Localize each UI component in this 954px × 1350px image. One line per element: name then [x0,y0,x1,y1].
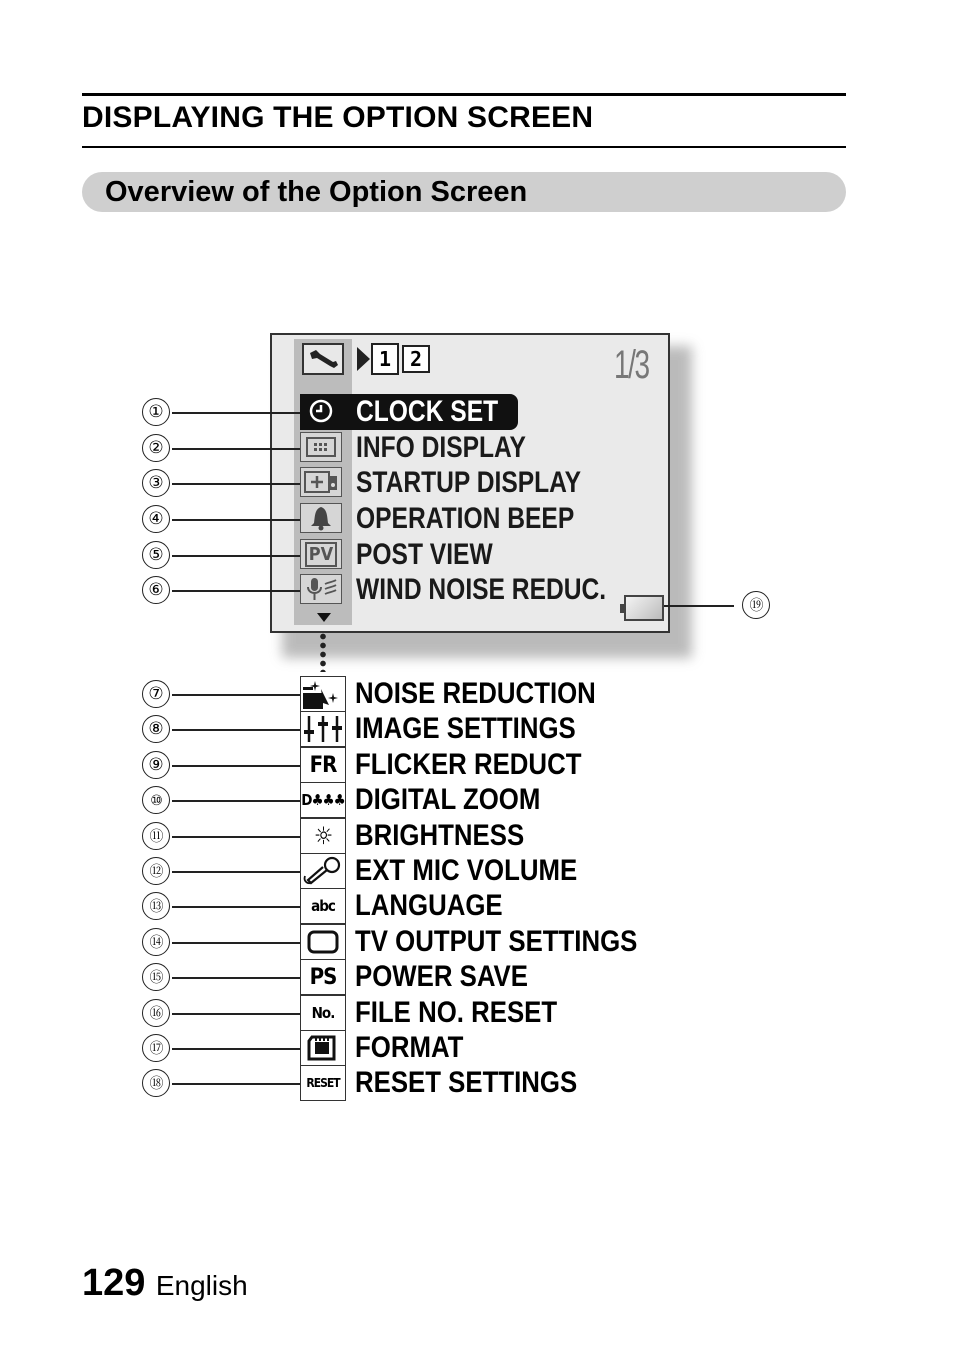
callout-9: ⑨ [142,751,170,779]
subheader-title: Overview of the Option Screen [105,176,528,208]
callout-19: ⑲ [742,591,770,619]
list-item-label: BRIGHTNESS [355,819,525,852]
callout-line [172,906,300,908]
pv-icon [300,539,342,569]
list-item-image-settings[interactable] [300,711,720,747]
callout-line-battery [664,605,734,607]
list-item-label: LANGUAGE [355,889,503,922]
digital-zoom-icon [300,782,346,818]
list-item-file-no-reset[interactable] [300,995,720,1031]
callout-2: ② [142,434,170,462]
list-item-flicker-reduct[interactable] [300,747,720,783]
microphone-icon [300,853,346,889]
menu-item-post-view[interactable] [272,538,672,572]
ps-icon-text: PS [309,964,337,990]
list-item-power-save[interactable] [300,959,720,995]
card-format-icon [300,1030,346,1066]
callout-10: ⑩ [142,786,170,814]
ps-icon [300,959,346,995]
fr-icon [300,747,346,783]
callout-15: ⑮ [142,963,170,991]
info-display-icon [300,432,342,462]
page-indicator: 1/3 [614,343,649,387]
page-footer [82,1262,248,1305]
callout-13: ⑬ [142,892,170,920]
sun-icon [300,818,346,854]
list-item-label: POWER SAVE [355,960,528,993]
list-item-brightness[interactable] [300,818,720,854]
list-item-language[interactable] [300,888,720,924]
tab-2[interactable]: 2 [402,345,430,373]
list-item-tv-output-settings[interactable] [300,924,720,960]
callout-line [172,1013,300,1015]
callout-line [172,1048,300,1050]
list-item-label: FILE NO. RESET [355,996,558,1029]
tv-icon [300,924,346,960]
list-item-label: EXT MIC VOLUME [355,854,578,887]
bottom-rule [82,146,846,148]
mic-wind-icon [300,574,342,604]
callout-line [172,519,300,521]
menu-item-label: OPERATION BEEP [356,502,575,535]
menu-item-label: POST VIEW [356,538,493,571]
menu-item-info-display[interactable] [272,431,672,465]
list-item-ext-mic-volume[interactable] [300,853,720,889]
callout-7: ⑦ [142,680,170,708]
reset-icon-text: RESET [306,1076,340,1090]
callout-6: ⑥ [142,576,170,604]
clock-icon [300,396,342,426]
continuation-dots [320,632,326,672]
callout-line [172,412,300,414]
bell-icon [300,503,342,533]
menu-item-label: CLOCK SET [356,395,499,428]
callout-1: ① [142,398,170,426]
menu-item-clock-set[interactable] [272,395,672,429]
scroll-down-icon[interactable] [317,613,331,622]
sliders-icon [300,711,346,747]
page-number: 129 [82,1262,146,1304]
callout-line [172,1083,300,1085]
callout-line [172,590,300,592]
digital-zoom-icon-text: D♣♣♣ [301,791,345,809]
battery-icon [624,595,664,621]
callout-line [172,448,300,450]
option-screen [270,333,670,633]
list-item-label: FLICKER REDUCT [355,748,582,781]
noise-reduction-icon [300,676,346,712]
subheader-bar [82,172,846,212]
list-item-digital-zoom[interactable] [300,782,720,818]
tool-tab[interactable] [302,343,344,375]
callout-line [172,942,300,944]
sun-icon-text: ☼ [313,822,333,850]
tab-1[interactable]: 1 [371,343,399,375]
callout-12: ⑫ [142,857,170,885]
callout-18: ⑱ [142,1069,170,1097]
callout-4: ④ [142,505,170,533]
list-item-label: RESET SETTINGS [355,1066,578,1099]
list-item-label: TV OUTPUT SETTINGS [355,925,638,958]
callout-line [172,977,300,979]
callout-11: ⑪ [142,822,170,850]
list-item-label: DIGITAL ZOOM [355,783,541,816]
callout-line [172,765,300,767]
abc-icon-text: abc [311,897,335,915]
top-rule [82,93,846,96]
callout-17: ⑰ [142,1034,170,1062]
callout-14: ⑭ [142,928,170,956]
list-item-label: FORMAT [355,1031,464,1064]
menu-item-wind-noise[interactable] [272,573,672,607]
callout-3: ③ [142,469,170,497]
reset-icon [300,1065,346,1101]
menu-item-label: STARTUP DISPLAY [356,466,582,499]
callout-line [172,800,300,802]
abc-icon [300,888,346,924]
callout-line [172,871,300,873]
file-no-icon-text: No. [311,1004,335,1022]
menu-item-label: INFO DISPLAY [356,431,526,464]
callout-line [172,483,300,485]
pv-icon-text: PV [305,542,337,567]
menu-item-label: WIND NOISE REDUC. [356,573,607,606]
footer-language: English [155,1270,248,1301]
callout-line [172,555,300,557]
tab-arrow-icon [357,347,370,371]
startup-display-icon [300,467,342,497]
callout-16: ⑯ [142,999,170,1027]
menu-item-operation-beep[interactable] [272,502,672,536]
callout-line [172,694,300,696]
file-no-icon [300,995,346,1031]
callout-5: ⑤ [142,541,170,569]
callout-line [172,729,300,731]
menu-item-startup-display[interactable] [272,466,672,500]
list-item-label: NOISE REDUCTION [355,677,596,710]
wrench-icon [307,348,339,370]
callout-8: ⑧ [142,715,170,743]
list-item-noise-reduction[interactable] [300,676,720,712]
fr-icon-text: FR [309,752,337,778]
section-title: DISPLAYING THE OPTION SCREEN [82,101,594,134]
list-item-format[interactable] [300,1030,720,1066]
list-item-label: IMAGE SETTINGS [355,712,576,745]
list-item-reset-settings[interactable] [300,1065,720,1101]
callout-line [172,836,300,838]
